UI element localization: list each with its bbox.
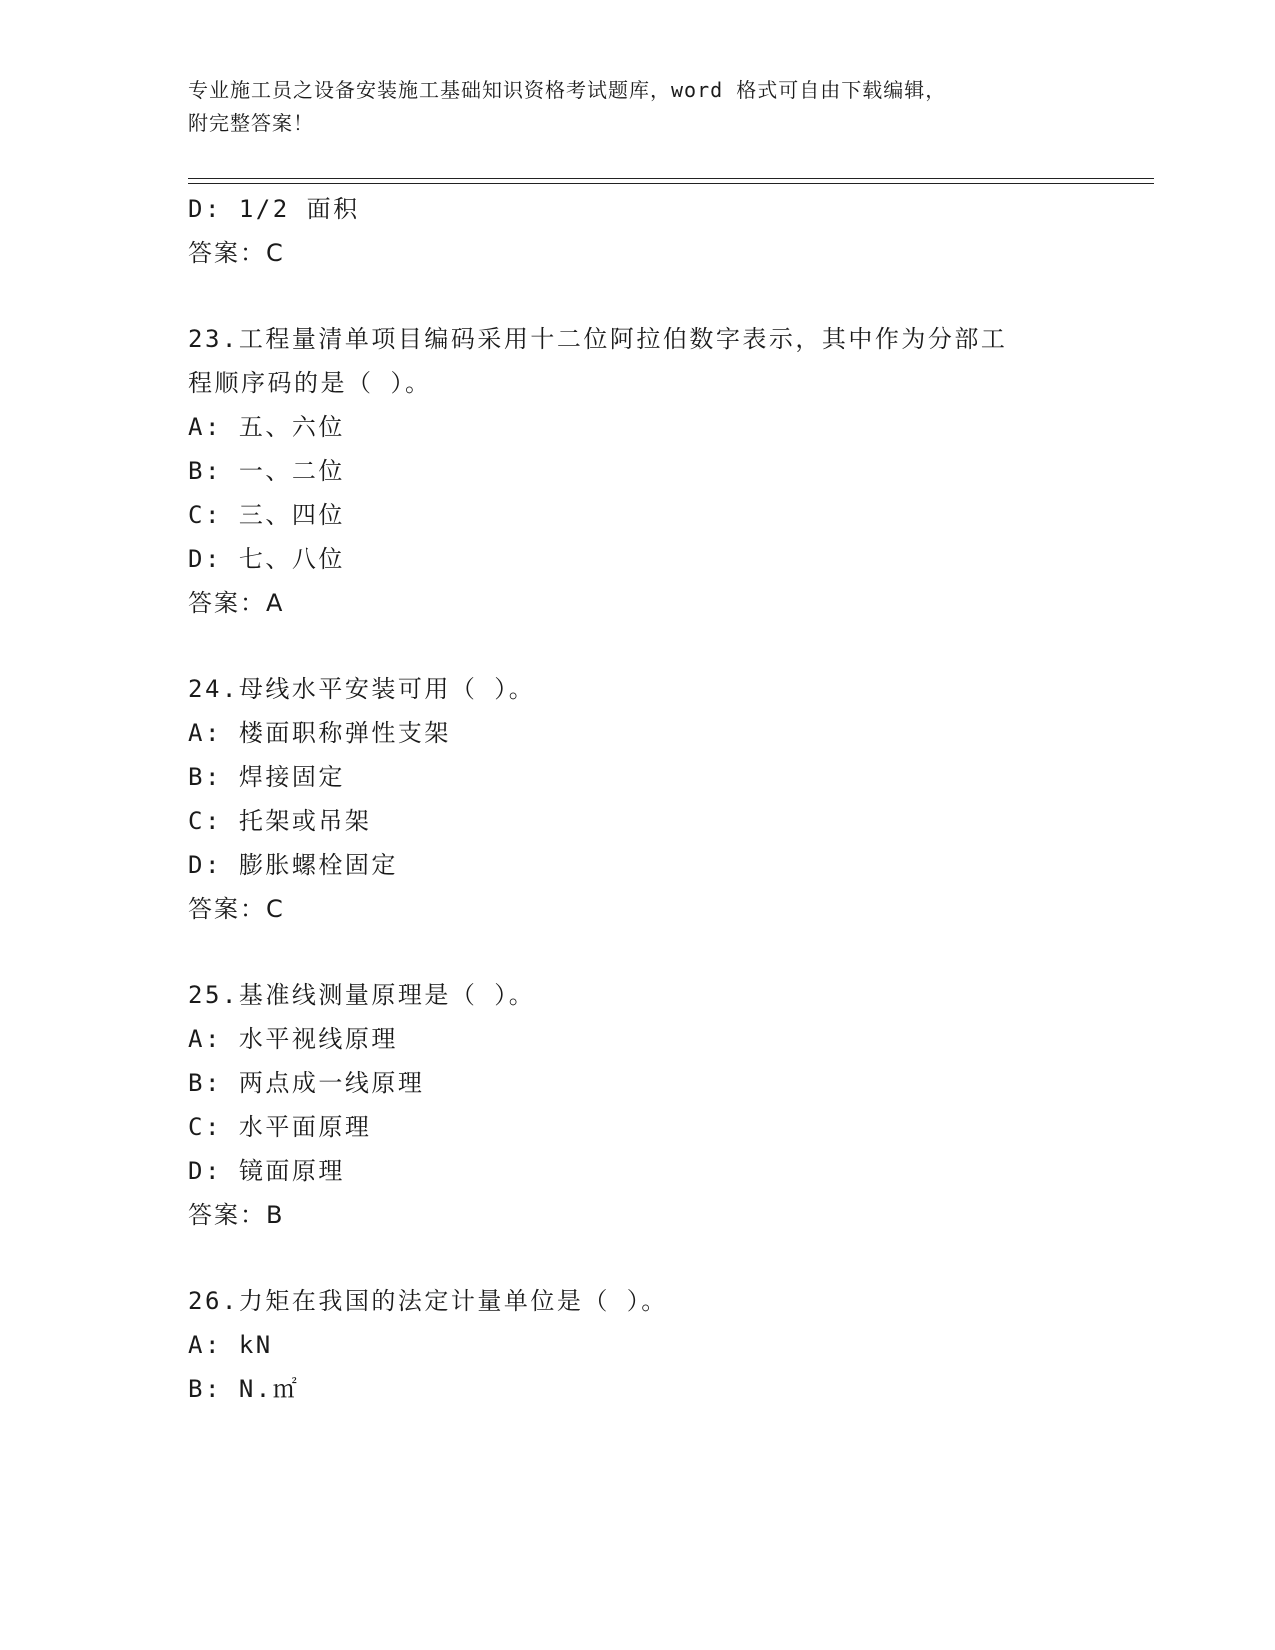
prev-question-option-d: D: 1/2 面积 bbox=[188, 195, 360, 223]
question-23-stem-line-2: 程顺序码的是（ ）。 bbox=[188, 369, 432, 397]
header-line-2: 附完整答案！ bbox=[188, 111, 314, 135]
question-25-answer: 答案：B bbox=[188, 1201, 285, 1229]
header-line-1: 专业施工员之设备安装施工基础知识资格考试题库，word 格式可自由下载编辑， bbox=[188, 78, 947, 102]
question-24-answer: 答案：C bbox=[188, 895, 285, 923]
question-25-option-c: C: 水平面原理 bbox=[188, 1113, 372, 1141]
question-26-option-a: A: kN bbox=[188, 1331, 273, 1359]
question-23-option-c: C: 三、四位 bbox=[188, 501, 345, 529]
document-header bbox=[188, 74, 1088, 140]
question-24-option-a: A: 楼面职称弹性支架 bbox=[188, 719, 451, 747]
question-26-option-b: B: N.㎡ bbox=[188, 1375, 300, 1403]
question-25-option-d: D: 镜面原理 bbox=[188, 1157, 345, 1185]
question-24-stem-line-1: 24.母线水平安装可用（ ）。 bbox=[188, 675, 536, 703]
question-25-stem-line-1: 25.基准线测量原理是（ ）。 bbox=[188, 981, 536, 1009]
question-24-option-b: B: 焊接固定 bbox=[188, 763, 345, 791]
question-25-option-a: A: 水平视线原理 bbox=[188, 1025, 398, 1053]
question-24-option-c: C: 托架或吊架 bbox=[188, 807, 372, 835]
question-23-answer: 答案：A bbox=[188, 589, 285, 617]
header-divider-top bbox=[188, 178, 1154, 179]
question-24-option-d: D: 膨胀螺栓固定 bbox=[188, 851, 398, 879]
header-divider-bottom bbox=[188, 183, 1154, 184]
question-23-option-d: D: 七、八位 bbox=[188, 545, 345, 573]
question-23-option-a: A: 五、六位 bbox=[188, 413, 345, 441]
question-26-stem-line-1: 26.力矩在我国的法定计量单位是（ ）。 bbox=[188, 1287, 668, 1315]
prev-question-answer: 答案：C bbox=[188, 239, 285, 267]
question-23-option-b: B: 一、二位 bbox=[188, 457, 345, 485]
question-23-stem-line-1: 23.工程量清单项目编码采用十二位阿拉伯数字表示，其中作为分部工 bbox=[188, 325, 1008, 353]
question-25-option-b: B: 两点成一线原理 bbox=[188, 1069, 425, 1097]
